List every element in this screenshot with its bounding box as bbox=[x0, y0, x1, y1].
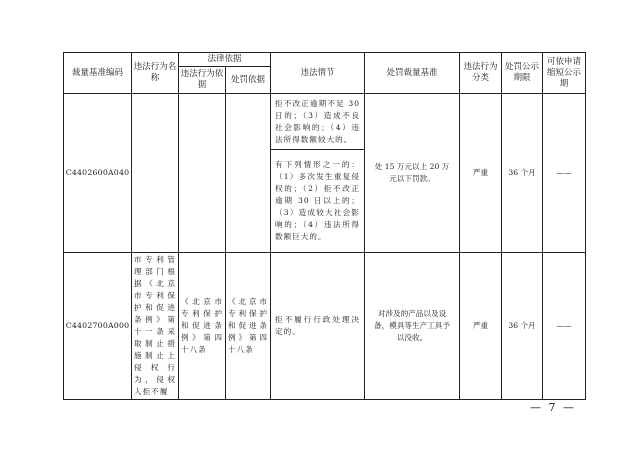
row-category: 严重 bbox=[460, 94, 502, 253]
header-category: 违法行为分类 bbox=[460, 53, 502, 94]
header-penalty-basis: 处罚依据 bbox=[226, 67, 271, 94]
row-circumstance: 有下列情形之一的：（1）多次发生重复侵权的；（2）拒不改正逾期 30 日以上的；（3）造成较大社会影响的；（4）违法所得数额巨大的。 bbox=[271, 150, 365, 253]
table-row bbox=[64, 253, 586, 400]
row-penalty-basis: 《北京市专利保护和促进条例》第四十八条 bbox=[226, 253, 271, 400]
header-legal-basis: 法律依据 bbox=[179, 53, 271, 67]
row-violation-basis: 《北京市专利保护和促进条例》第四十八条 bbox=[179, 253, 226, 400]
row-code: C4402600A040 bbox=[64, 94, 132, 253]
header-standard: 处罚裁量基准 bbox=[365, 53, 460, 94]
header-code: 裁量基准编码 bbox=[64, 53, 132, 94]
row-code: C4402700A000 bbox=[64, 253, 132, 400]
row-behavior bbox=[132, 94, 179, 253]
table-row bbox=[64, 94, 586, 150]
penalty-discretion-table bbox=[63, 52, 586, 400]
header-shorten: 可依申请缩短公示期 bbox=[543, 53, 586, 94]
row-period: 36 个月 bbox=[502, 94, 543, 253]
row-category: 严重 bbox=[460, 253, 502, 400]
row-standard: 对涉及的产品以及设备，模具等生产工具予以没收。 bbox=[365, 253, 460, 400]
row-circumstance: 拒不改正逾期不足 30 日的；（3）造成不良社会影响的；（4）违法所得数额较大的。 bbox=[271, 94, 365, 150]
header-behavior: 违法行为名称 bbox=[132, 53, 179, 94]
row-shorten: —— bbox=[543, 253, 586, 400]
row-shorten: —— bbox=[543, 94, 586, 253]
header-violation-basis: 违法行为依据 bbox=[179, 67, 226, 94]
row-behavior: 市专利管理部门根据《北京市专利保护和促进条例》第十一条采取制止措施制止上侵权行为，侵权人拒不履 bbox=[132, 253, 179, 400]
row-violation-basis bbox=[179, 94, 226, 253]
row-standard: 处 15 万元以上 20 万元以下罚款。 bbox=[365, 94, 460, 253]
header-row-1 bbox=[64, 53, 586, 67]
row-penalty-basis bbox=[226, 94, 271, 253]
header-period: 处罚公示期限 bbox=[502, 53, 543, 94]
page-number: — 7 — bbox=[530, 401, 576, 414]
row-circumstance: 拒不履行行政处理决定的。 bbox=[271, 253, 365, 400]
header-circumstance: 违法情节 bbox=[271, 53, 365, 94]
row-period: 36 个月 bbox=[502, 253, 543, 400]
